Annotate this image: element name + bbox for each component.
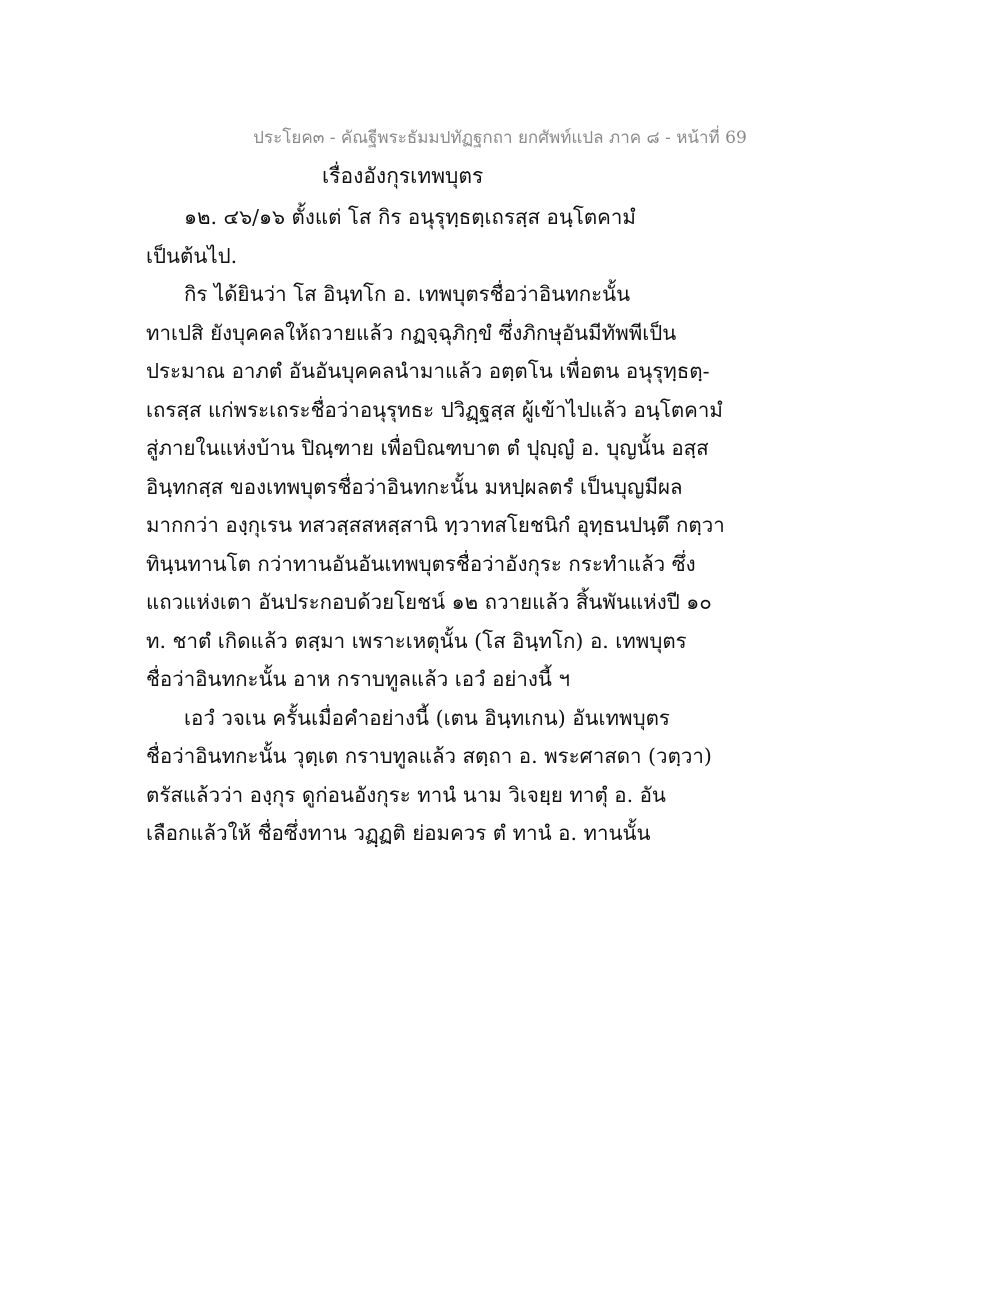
- body-line: ๑๒. ๔๖/๑๖ ตั้งแต่ โส กิร อนุรุทฺธตฺเถรสฺส อนฺโตคามํ: [184, 205, 636, 229]
- body-line: เลือกแล้วให้ ชื่อซึ่งทาน วฏฺฏติ ย่อมควร ตํ ทานํ อ. ทานนั้น: [146, 821, 651, 845]
- running-header: ประโยค๓ - คัณฐีพระธัมมปทัฏฐกถา ยกศัพท์แปล ภาค ๘ - หน้าที่ 69: [253, 128, 747, 148]
- body-line: เอวํ วจเน ครั้นเมื่อคำอย่างนี้ (เตน อินฺทเกน) อันเทพบุตร: [184, 705, 670, 730]
- body-line: กิร ได้ยินว่า โส อินฺทโก อ. เทพบุตรชื่อว่าอินทกะนั้น: [184, 282, 631, 306]
- body-line: ชื่อว่าอินทกะนั้น อาห กราบทูลแล้ว เอวํ อย่างนี้ ฯ: [146, 667, 570, 691]
- body-line: มากกว่า องฺกุเรน ทสวสฺสสหสฺสานิ ทฺวาทสโยชนิกํ อุทฺธนปนฺตึ กตฺวา: [146, 513, 725, 537]
- body-line: ท. ชาตํ เกิดแล้ว ตสฺมา เพราะเหตุนั้น (โส อินฺทโก) อ. เทพบุตร: [146, 628, 687, 653]
- body-line: สู่ภายในแห่งบ้าน ปิณฺฑาย เพื่อบิณฑบาต ตํ ปุญฺญํ อ. บุญนั้น อสฺส: [146, 436, 709, 460]
- body-line: ทาเปสิ ยังบุคคลให้ถวายแล้ว กฏจฺฉุภิกฺขํ ซึ่งภิกษุอันมีทัพพีเป็น: [146, 320, 677, 345]
- story-title: เรื่องอังกุรเทพบุตร: [322, 164, 484, 188]
- body-line: เป็นต้นไป.: [146, 243, 238, 268]
- body-line: แถวแห่งเตา อันประกอบด้วยโยชน์ ๑๒ ถวายแล้ว สิ้นพันแห่งปี ๑๐: [146, 590, 712, 614]
- body-line: ตรัสแล้วว่า องฺกุร ดูก่อนอังกุระ ทานํ นาม วิเจยฺย ทาตุํ อ. อัน: [146, 782, 666, 807]
- body-line: ประมาณ อาภตํ อันอันบุคคลนำมาแล้ว อตฺตโน เพื่อตน อนุรุทฺธตฺ-: [146, 359, 710, 383]
- body-line: ชื่อว่าอินทกะนั้น วุตฺเต กราบทูลแล้ว สตฺถา อ. พระศาสดา (วตฺวา): [146, 744, 712, 768]
- body-line: ทินฺนทานโต กว่าทานอันอันเทพบุตรชื่อว่าอังกุระ กระทำแล้ว ซึ่ง: [146, 551, 696, 576]
- body-line: เถรสฺส แก่พระเถระชื่อว่าอนุรุทธะ ปวิฏฺฐสฺส ผู้เข้าไปแล้ว อนฺโตคามํ: [146, 397, 723, 422]
- body-line: อินฺทกสฺส ของเทพบุตรชื่อว่าอินทกะนั้น มหปฺผลตรํ เป็นบุญมีผล: [146, 474, 683, 499]
- body-text: [146, 198, 846, 853]
